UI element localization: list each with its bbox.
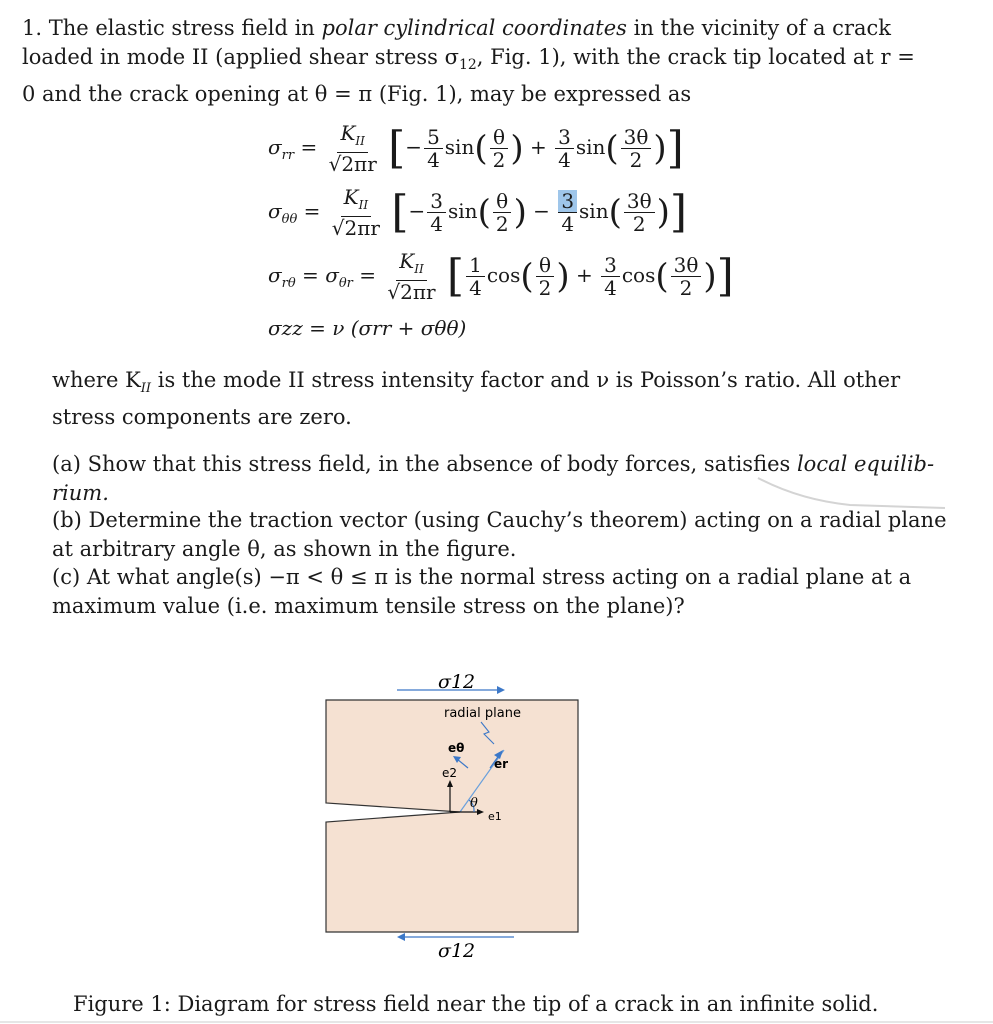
solid-body bbox=[326, 700, 578, 932]
radial-plane-label: radial plane bbox=[444, 706, 521, 721]
part-a: (a) Show that this stress field, in the absence of body forces, satisfies local equilib-rium. bbox=[52, 452, 935, 505]
figure-caption: Figure 1: Diagram for stress field near the tip of a crack in an infinite solid. bbox=[73, 992, 879, 1016]
sigma-top-label: σ12 bbox=[438, 671, 476, 693]
e-r-label: er bbox=[494, 757, 509, 771]
where-paragraph: where $K_{II}$ is the mode II stress intensity factor and ν is Poisson’s ratio. All other stress components are zero. bbox=[52, 368, 901, 430]
problem-number: 1. bbox=[22, 16, 43, 40]
equation-sigma-rtheta: $\sigma_{r\theta} = \sigma_{\theta r}$ = $\frac{K_{II}}{√2\pi r}$ [ $\frac{1}{4}$ cos( $\frac{\theta}{2}$ ) + $\frac{3}{4}$ cos( $\frac{3\theta}{2}$ )] bbox=[268, 249, 734, 304]
problem-intro: 1. The elastic stress field in polar cylindrical coordinates in the vicinity of a crack loaded in mode II (applied shear stress $\sigma_{12}$, Fig. 1), with the crack tip located at r = 0 and the crack opening at θ = π (Fig. 1), may be expressed as bbox=[22, 16, 915, 107]
equation-sigma-thetatheta: $\sigma_{\theta\theta}$ = $\frac{K_{II}}{√2\pi r}$ [− $\frac{3}{4}$ sin( $\frac{\theta}{2}$ ) − $\frac{3}{4}$ sin( $\frac{3\theta}{2}$ )] bbox=[268, 185, 688, 240]
e-theta-label: eθ bbox=[448, 741, 465, 755]
part-b: (b) Determine the traction vector (using Cauchy’s theorem) acting on a radial plane at arbitrary angle θ, as shown in the figure. bbox=[52, 508, 947, 561]
e1-label: e1 bbox=[488, 810, 502, 823]
theta-label: θ bbox=[470, 796, 478, 811]
equation-sigma-rr: $\sigma_{rr}$ = $\frac{K_{II}}{√2\pi r}$ [− $\frac{5}{4}$ sin( $\frac{\theta}{2}$ ) + $\frac{3}{4}$ sin( $\frac{3\theta}{2}$ )] bbox=[268, 121, 684, 176]
part-c: (c) At what angle(s) −π < θ ≤ π is the normal stress acting on a radial plane at a maximum value (i.e. maximum tensile stress on the plane)? bbox=[52, 565, 912, 618]
equation-sigma-zz: σzz = ν (σrr + σθθ) bbox=[268, 316, 467, 340]
sigma-bottom-label: σ12 bbox=[438, 940, 476, 962]
e2-label: e2 bbox=[442, 766, 458, 780]
